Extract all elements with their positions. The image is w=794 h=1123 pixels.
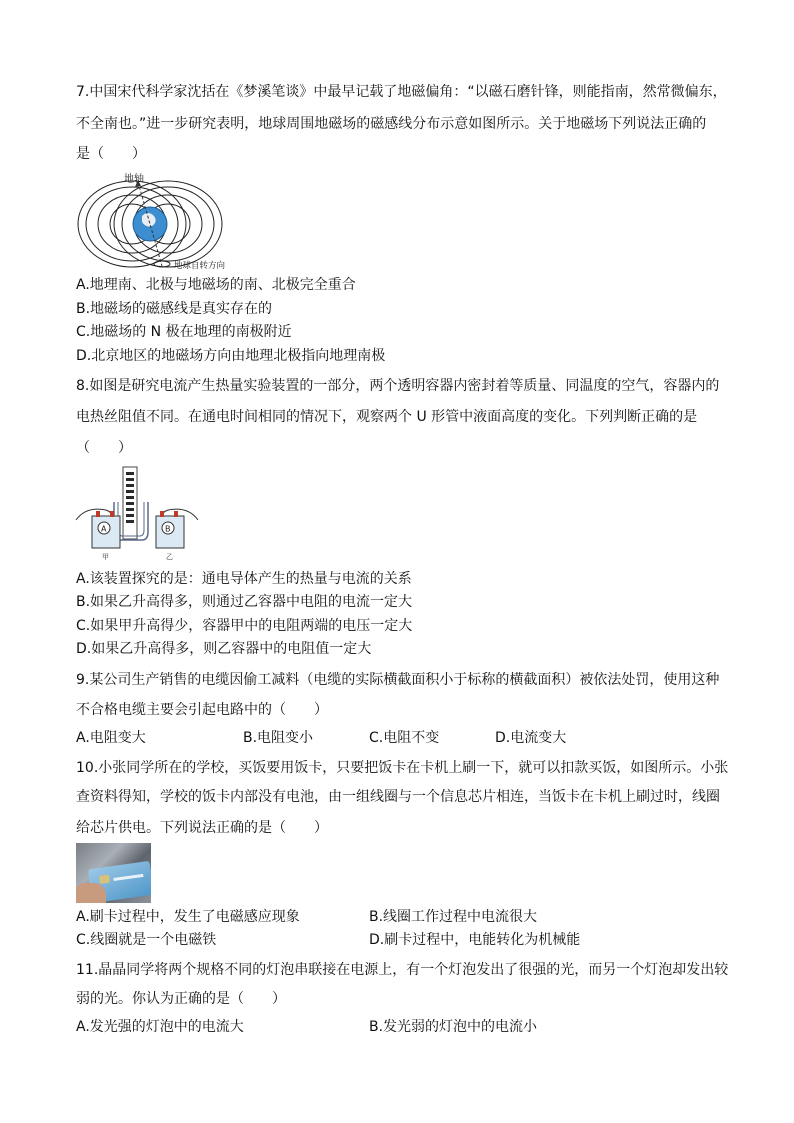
q8-stem-line3: （ ） [76, 440, 132, 456]
q9-option-a[interactable]: A.电阻变大 [76, 730, 146, 746]
q8-option-c[interactable]: C.如果甲升高得少，容器甲中的电阻两端的电压一定大 [76, 618, 413, 634]
earth-magnetic-field-figure [76, 170, 236, 272]
q7-option-b[interactable]: B.地磁场的磁感线是真实存在的 [76, 301, 273, 317]
fig-label-yi: 乙 [166, 553, 173, 561]
q7-option-d[interactable]: D.北京地区的地磁场方向由地理北极指向地理南极 [76, 348, 386, 364]
q8-stem-line2: 电热丝阻值不同。在通电时间相同的情况下，观察两个 U 形管中液面高度的变化。下列判断正确的是 [76, 409, 698, 425]
q9-option-d[interactable]: D.电流变大 [495, 730, 567, 746]
q9-stem-line1: 9.某公司生产销售的电缆因偷工减料（电缆的实际横截面积小于标称的横截面积）被依法处罚，使用这种 [76, 672, 720, 688]
q7-stem-line2: 不全南也。”进一步研究表明，地球周围地磁场的磁感线分布示意如图所示。关于地磁场下列说法正确的 [76, 116, 707, 132]
q8-stem-line1: 8.如图是研究电流产生热量实验装置的一部分，两个透明容器内密封着等质量、同温度的空气，容器内的 [76, 378, 720, 394]
q7-option-c[interactable]: C.地磁场的 N 极在地理的南极附近 [76, 324, 292, 340]
fig-label-jia: 甲 [102, 553, 109, 561]
q11-stem-line2: 弱的光。你认为正确的是（ ） [76, 991, 286, 1007]
heating-experiment-figure [74, 462, 200, 562]
q11-option-a[interactable]: A.发光强的灯泡中的电流大 [76, 1019, 244, 1035]
q10-stem-line3: 给芯片供电。下列说法正确的是（ ） [76, 820, 328, 836]
q8-option-a[interactable]: A.该装置探究的是：通电导体产生的热量与电流的关系 [76, 571, 412, 587]
q10-stem-line1: 10.小张同学所在的学校，买饭要用饭卡，只要把饭卡在卡机上刷一下，就可以扣款买饭，如图所示。小张 [76, 760, 729, 776]
q7-stem-line1: 7.中国宋代科学家沈括在《梦溪笔谈》中最早记载了地磁偏角：“以磁石磨针锋，则能指南，然常微偏东， [76, 84, 727, 100]
fig-label-a: A [101, 524, 107, 534]
fig-axis-label: 地轴 [124, 174, 144, 185]
q8-option-d[interactable]: D.如果乙升高得多，则乙容器中的电阻值一定大 [76, 641, 372, 657]
q10-stem-line2: 查资料得知，学校的饭卡内部没有电池，由一组线圈与一个信息芯片相连，当饭卡在卡机上刷过时，线圈 [76, 789, 720, 805]
fig-label-b: B [165, 524, 171, 534]
q10-option-c[interactable]: C.线圈就是一个电磁铁 [76, 932, 217, 948]
card-swipe-photo [76, 843, 151, 903]
q8-option-b[interactable]: B.如果乙升高得多，则通过乙容器中电阻的电流一定大 [76, 594, 413, 610]
q7-option-a[interactable]: A.地理南、北极与地磁场的南、北极完全重合 [76, 277, 356, 293]
q11-option-b[interactable]: B.发光弱的灯泡中的电流小 [369, 1019, 538, 1035]
q9-stem-line2: 不合格电缆主要会引起电路中的（ ） [76, 702, 328, 718]
fig-rotation-label: 地球自转方向 [174, 261, 226, 271]
q10-option-b[interactable]: B.线圈工作过程中电流很大 [369, 909, 538, 925]
q10-option-d[interactable]: D.刷卡过程中，电能转化为机械能 [369, 932, 581, 948]
q10-option-a[interactable]: A.刷卡过程中，发生了电磁感应现象 [76, 909, 300, 925]
q7-stem-line3: 是（ ） [76, 146, 146, 162]
q9-option-c[interactable]: C.电阻不变 [369, 730, 440, 746]
q9-option-b[interactable]: B.电阻变小 [243, 730, 314, 746]
q11-stem-line1: 11.晶晶同学将两个规格不同的灯泡串联接在电源上，有一个灯泡发出了很强的光，而另一个灯泡却发出较 [76, 962, 729, 978]
